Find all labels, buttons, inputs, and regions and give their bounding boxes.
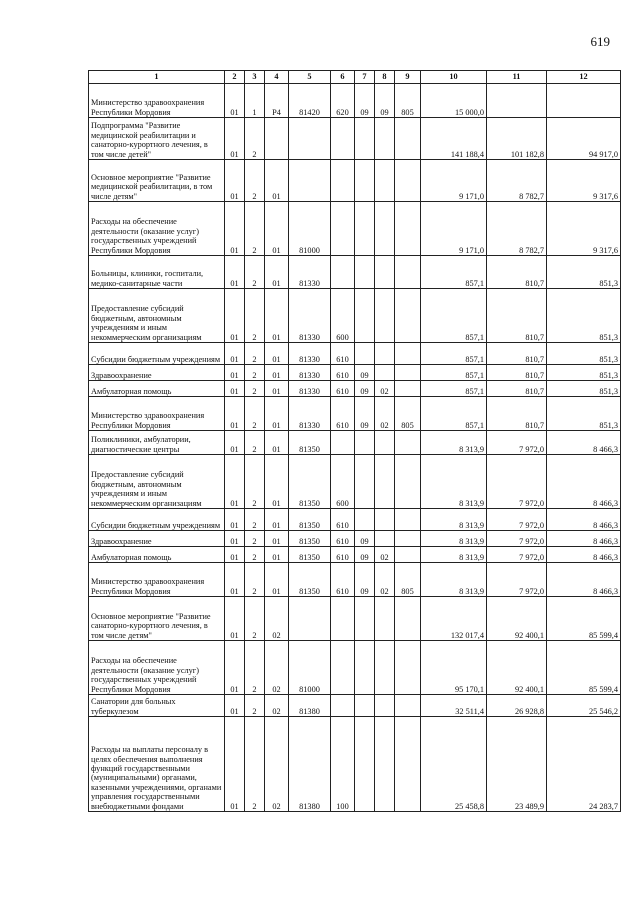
table-body — [89, 84, 621, 812]
amount-cell: 9 171,0 — [421, 160, 487, 202]
code-cell: 610 — [331, 509, 355, 531]
code-cell: 01 — [225, 289, 245, 343]
amount-cell: 857,1 — [421, 381, 487, 397]
code-cell: 01 — [225, 547, 245, 563]
code-cell — [355, 343, 375, 365]
code-cell: 01 — [225, 563, 245, 597]
amount-cell: 8 782,7 — [487, 202, 547, 256]
amount-cell — [487, 84, 547, 118]
code-cell — [395, 695, 421, 717]
amount-cell: 857,1 — [421, 343, 487, 365]
code-cell — [375, 343, 395, 365]
column-header-12: 12 — [547, 71, 621, 84]
amount-cell: 7 972,0 — [487, 509, 547, 531]
column-header-2: 2 — [225, 71, 245, 84]
amount-cell: 132 017,4 — [421, 597, 487, 641]
column-header-8: 8 — [375, 71, 395, 84]
amount-cell: 23 489,9 — [487, 717, 547, 812]
row-name-cell: Поликлиники, амбулатории, диагностические центры — [89, 431, 225, 455]
table-header-row — [89, 71, 621, 84]
code-cell — [395, 160, 421, 202]
code-cell: 2 — [245, 597, 265, 641]
code-cell — [355, 431, 375, 455]
table-row — [89, 509, 621, 531]
code-cell: 01 — [265, 381, 289, 397]
code-cell: 81350 — [289, 563, 331, 597]
code-cell: 2 — [245, 118, 265, 160]
code-cell — [375, 455, 395, 509]
code-cell: 81000 — [289, 202, 331, 256]
code-cell — [375, 717, 395, 812]
code-cell — [375, 160, 395, 202]
amount-cell: 92 400,1 — [487, 641, 547, 695]
amount-cell: 9 171,0 — [421, 202, 487, 256]
code-cell — [331, 160, 355, 202]
code-cell: 2 — [245, 717, 265, 812]
amount-cell: 851,3 — [547, 381, 621, 397]
code-cell: 610 — [331, 563, 355, 597]
code-cell: 610 — [331, 381, 355, 397]
table-row — [89, 289, 621, 343]
code-cell: 610 — [331, 531, 355, 547]
code-cell: 2 — [245, 455, 265, 509]
code-cell: 01 — [225, 84, 245, 118]
code-cell: 01 — [265, 365, 289, 381]
row-name-cell: Больницы, клиники, госпитали, медико-санитарные части — [89, 256, 225, 289]
table-row — [89, 531, 621, 547]
table-row — [89, 431, 621, 455]
code-cell: 01 — [265, 160, 289, 202]
code-cell — [355, 289, 375, 343]
code-cell — [395, 547, 421, 563]
code-cell: 01 — [225, 509, 245, 531]
row-name-cell: Предоставление субсидий бюджетным, автономным учреждениям и иным некоммерческим организациям — [89, 289, 225, 343]
code-cell: 81330 — [289, 365, 331, 381]
amount-cell: 7 972,0 — [487, 563, 547, 597]
amount-cell: 8 466,3 — [547, 431, 621, 455]
code-cell: Р4 — [265, 84, 289, 118]
code-cell — [375, 641, 395, 695]
amount-cell: 7 972,0 — [487, 531, 547, 547]
code-cell — [355, 597, 375, 641]
code-cell — [355, 160, 375, 202]
code-cell: 02 — [375, 397, 395, 431]
table-row — [89, 381, 621, 397]
code-cell — [375, 289, 395, 343]
amount-cell: 95 170,1 — [421, 641, 487, 695]
code-cell: 01 — [225, 202, 245, 256]
amount-cell: 141 188,4 — [421, 118, 487, 160]
code-cell: 09 — [355, 381, 375, 397]
table-row — [89, 547, 621, 563]
amount-cell: 857,1 — [421, 397, 487, 431]
code-cell — [355, 202, 375, 256]
amount-cell — [547, 84, 621, 118]
amount-cell: 9 317,6 — [547, 160, 621, 202]
code-cell: 01 — [225, 641, 245, 695]
code-cell: 01 — [225, 365, 245, 381]
amount-cell: 8 313,9 — [421, 531, 487, 547]
code-cell: 01 — [225, 531, 245, 547]
code-cell: 2 — [245, 531, 265, 547]
code-cell — [395, 365, 421, 381]
code-cell — [395, 597, 421, 641]
amount-cell: 85 599,4 — [547, 641, 621, 695]
code-cell: 2 — [245, 509, 265, 531]
column-header-4: 4 — [265, 71, 289, 84]
code-cell: 02 — [265, 597, 289, 641]
page-number: 619 — [590, 34, 610, 49]
amount-cell: 8 466,3 — [547, 563, 621, 597]
code-cell: 81350 — [289, 509, 331, 531]
table-row — [89, 118, 621, 160]
amount-cell: 810,7 — [487, 256, 547, 289]
code-cell: 01 — [225, 455, 245, 509]
column-header-11: 11 — [487, 71, 547, 84]
row-name-cell: Расходы на выплаты персоналу в целях обеспечения выполнения функций государственными (муниципальными) органами, казенными учреждениями, органами управления государственными внебюджетными фондами — [89, 717, 225, 812]
code-cell — [331, 695, 355, 717]
row-name-cell: Министерство здравоохранения Республики Мордовия — [89, 84, 225, 118]
code-cell: 81420 — [289, 84, 331, 118]
code-cell — [395, 509, 421, 531]
code-cell — [375, 431, 395, 455]
amount-cell: 8 466,3 — [547, 531, 621, 547]
amount-cell: 101 182,8 — [487, 118, 547, 160]
code-cell — [355, 509, 375, 531]
amount-cell: 7 972,0 — [487, 455, 547, 509]
amount-cell: 851,3 — [547, 289, 621, 343]
code-cell: 81350 — [289, 431, 331, 455]
code-cell: 805 — [395, 397, 421, 431]
code-cell — [289, 118, 331, 160]
code-cell — [375, 256, 395, 289]
code-cell: 01 — [265, 202, 289, 256]
table-row — [89, 84, 621, 118]
code-cell: 01 — [225, 343, 245, 365]
amount-cell: 25 546,2 — [547, 695, 621, 717]
code-cell: 09 — [355, 531, 375, 547]
code-cell: 01 — [225, 431, 245, 455]
row-name-cell: Расходы на обеспечение деятельности (оказание услуг) государственных учреждений Республики Мордовия — [89, 202, 225, 256]
code-cell — [289, 160, 331, 202]
row-name-cell: Расходы на обеспечение деятельности (оказание услуг) государственных учреждений Республики Мордовия — [89, 641, 225, 695]
code-cell: 02 — [265, 695, 289, 717]
code-cell: 2 — [245, 641, 265, 695]
column-header-6: 6 — [331, 71, 355, 84]
code-cell: 81350 — [289, 455, 331, 509]
amount-cell: 24 283,7 — [547, 717, 621, 812]
code-cell: 01 — [265, 397, 289, 431]
table-row — [89, 717, 621, 812]
code-cell: 81330 — [289, 343, 331, 365]
code-cell — [395, 531, 421, 547]
code-cell — [375, 695, 395, 717]
code-cell: 01 — [265, 563, 289, 597]
code-cell: 2 — [245, 289, 265, 343]
amount-cell: 8 313,9 — [421, 547, 487, 563]
row-name-cell: Здравоохранение — [89, 365, 225, 381]
row-name-cell: Субсидии бюджетным учреждениям — [89, 343, 225, 365]
amount-cell: 8 313,9 — [421, 455, 487, 509]
code-cell: 1 — [245, 84, 265, 118]
table-row — [89, 597, 621, 641]
code-cell: 2 — [245, 547, 265, 563]
code-cell — [375, 202, 395, 256]
table-row — [89, 695, 621, 717]
column-header-9: 9 — [395, 71, 421, 84]
code-cell — [331, 597, 355, 641]
table-row — [89, 256, 621, 289]
code-cell: 81350 — [289, 531, 331, 547]
amount-cell: 85 599,4 — [547, 597, 621, 641]
column-header-7: 7 — [355, 71, 375, 84]
code-cell — [375, 597, 395, 641]
code-cell: 01 — [265, 431, 289, 455]
code-cell: 610 — [331, 365, 355, 381]
code-cell: 01 — [225, 160, 245, 202]
amount-cell: 8 466,3 — [547, 547, 621, 563]
code-cell: 02 — [265, 717, 289, 812]
code-cell: 81380 — [289, 717, 331, 812]
code-cell: 01 — [265, 547, 289, 563]
code-cell — [395, 641, 421, 695]
column-header-1: 1 — [89, 71, 225, 84]
code-cell: 02 — [375, 547, 395, 563]
amount-cell: 8 466,3 — [547, 509, 621, 531]
code-cell: 09 — [375, 84, 395, 118]
code-cell — [331, 202, 355, 256]
amount-cell: 857,1 — [421, 365, 487, 381]
code-cell — [395, 455, 421, 509]
code-cell: 2 — [245, 160, 265, 202]
code-cell — [355, 118, 375, 160]
amount-cell: 8 313,9 — [421, 563, 487, 597]
code-cell: 81380 — [289, 695, 331, 717]
code-cell: 09 — [355, 397, 375, 431]
code-cell: 2 — [245, 563, 265, 597]
code-cell — [331, 641, 355, 695]
amount-cell: 15 000,0 — [421, 84, 487, 118]
code-cell: 01 — [265, 343, 289, 365]
code-cell: 2 — [245, 431, 265, 455]
amount-cell: 32 511,4 — [421, 695, 487, 717]
code-cell — [289, 597, 331, 641]
code-cell — [395, 256, 421, 289]
code-cell: 2 — [245, 365, 265, 381]
amount-cell: 851,3 — [547, 256, 621, 289]
code-cell: 81330 — [289, 397, 331, 431]
table-row — [89, 365, 621, 381]
amount-cell: 810,7 — [487, 365, 547, 381]
code-cell: 610 — [331, 343, 355, 365]
column-header-3: 3 — [245, 71, 265, 84]
row-name-cell: Основное мероприятие "Развитие медицинской реабилитации, в том числе детям" — [89, 160, 225, 202]
row-name-cell: Здравоохранение — [89, 531, 225, 547]
code-cell: 600 — [331, 289, 355, 343]
amount-cell: 8 313,9 — [421, 431, 487, 455]
code-cell — [355, 641, 375, 695]
row-name-cell: Подпрограмма "Развитие медицинской реабилитации и санаторно-курортного лечения, в том числе детей" — [89, 118, 225, 160]
code-cell: 01 — [265, 289, 289, 343]
amount-cell: 26 928,8 — [487, 695, 547, 717]
code-cell: 09 — [355, 365, 375, 381]
amount-cell: 851,3 — [547, 343, 621, 365]
code-cell — [331, 118, 355, 160]
code-cell — [395, 289, 421, 343]
code-cell — [395, 381, 421, 397]
row-name-cell: Субсидии бюджетным учреждениям — [89, 509, 225, 531]
row-name-cell: Амбулаторная помощь — [89, 381, 225, 397]
code-cell: 81330 — [289, 256, 331, 289]
code-cell: 02 — [375, 563, 395, 597]
amount-cell: 857,1 — [421, 289, 487, 343]
amount-cell: 8 466,3 — [547, 455, 621, 509]
row-name-cell: Министерство здравоохранения Республики Мордовия — [89, 563, 225, 597]
code-cell: 100 — [331, 717, 355, 812]
table-row — [89, 202, 621, 256]
code-cell: 610 — [331, 547, 355, 563]
code-cell — [265, 118, 289, 160]
amount-cell: 7 972,0 — [487, 431, 547, 455]
column-header-10: 10 — [421, 71, 487, 84]
code-cell: 01 — [265, 256, 289, 289]
code-cell: 805 — [395, 563, 421, 597]
code-cell: 01 — [265, 455, 289, 509]
code-cell — [395, 717, 421, 812]
amount-cell: 851,3 — [547, 397, 621, 431]
code-cell: 09 — [355, 547, 375, 563]
code-cell: 01 — [225, 597, 245, 641]
code-cell — [375, 118, 395, 160]
code-cell — [355, 455, 375, 509]
code-cell: 2 — [245, 343, 265, 365]
code-cell: 01 — [265, 509, 289, 531]
code-cell: 01 — [225, 256, 245, 289]
amount-cell: 851,3 — [547, 365, 621, 381]
budget-table — [88, 70, 621, 812]
amount-cell: 857,1 — [421, 256, 487, 289]
code-cell: 610 — [331, 397, 355, 431]
amount-cell: 810,7 — [487, 381, 547, 397]
code-cell — [355, 717, 375, 812]
amount-cell: 8 782,7 — [487, 160, 547, 202]
amount-cell: 8 313,9 — [421, 509, 487, 531]
code-cell: 01 — [225, 118, 245, 160]
code-cell: 02 — [375, 381, 395, 397]
code-cell — [331, 431, 355, 455]
code-cell: 600 — [331, 455, 355, 509]
amount-cell: 9 317,6 — [547, 202, 621, 256]
table-row — [89, 160, 621, 202]
code-cell: 01 — [225, 381, 245, 397]
column-header-5: 5 — [289, 71, 331, 84]
table-row — [89, 641, 621, 695]
code-cell: 01 — [225, 717, 245, 812]
code-cell: 09 — [355, 563, 375, 597]
row-name-cell: Амбулаторная помощь — [89, 547, 225, 563]
code-cell: 2 — [245, 381, 265, 397]
code-cell: 81350 — [289, 547, 331, 563]
code-cell — [375, 365, 395, 381]
row-name-cell: Основное мероприятие "Развитие санаторно-курортного лечения, в том числе детям" — [89, 597, 225, 641]
amount-cell: 810,7 — [487, 343, 547, 365]
amount-cell: 810,7 — [487, 397, 547, 431]
code-cell — [395, 202, 421, 256]
code-cell: 2 — [245, 256, 265, 289]
code-cell: 01 — [225, 397, 245, 431]
table-row — [89, 563, 621, 597]
code-cell — [395, 343, 421, 365]
row-name-cell: Санатории для больных туберкулезом — [89, 695, 225, 717]
code-cell: 01 — [265, 531, 289, 547]
code-cell: 2 — [245, 202, 265, 256]
code-cell: 2 — [245, 397, 265, 431]
code-cell: 81330 — [289, 381, 331, 397]
code-cell: 620 — [331, 84, 355, 118]
code-cell — [355, 256, 375, 289]
amount-cell: 92 400,1 — [487, 597, 547, 641]
code-cell: 01 — [225, 695, 245, 717]
code-cell — [331, 256, 355, 289]
code-cell — [355, 695, 375, 717]
code-cell: 2 — [245, 695, 265, 717]
code-cell: 02 — [265, 641, 289, 695]
amount-cell: 94 917,0 — [547, 118, 621, 160]
code-cell — [375, 509, 395, 531]
amount-cell: 7 972,0 — [487, 547, 547, 563]
table-row — [89, 397, 621, 431]
code-cell — [375, 531, 395, 547]
table-row — [89, 455, 621, 509]
code-cell: 09 — [355, 84, 375, 118]
table-row — [89, 343, 621, 365]
row-name-cell: Министерство здравоохранения Республики Мордовия — [89, 397, 225, 431]
code-cell: 81330 — [289, 289, 331, 343]
amount-cell: 25 458,8 — [421, 717, 487, 812]
amount-cell: 810,7 — [487, 289, 547, 343]
code-cell: 81000 — [289, 641, 331, 695]
code-cell — [395, 431, 421, 455]
code-cell: 805 — [395, 84, 421, 118]
row-name-cell: Предоставление субсидий бюджетным, автономным учреждениям и иным некоммерческим организациям — [89, 455, 225, 509]
code-cell — [395, 118, 421, 160]
